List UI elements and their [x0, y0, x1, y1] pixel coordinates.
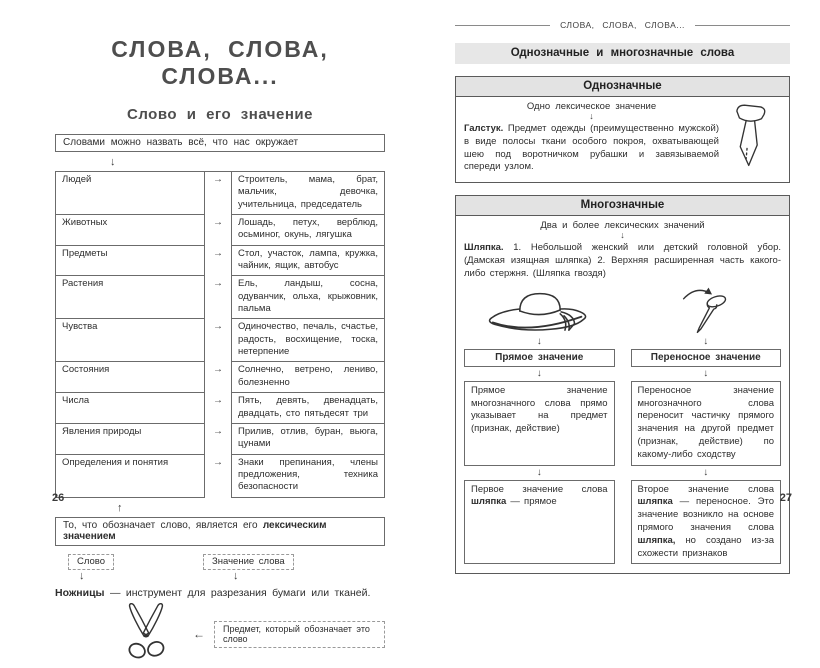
polysemantic-section [455, 195, 790, 574]
conclusion-term: шляпка [637, 496, 673, 508]
table-cell-category: Чувства [55, 319, 205, 362]
page-number: 26 [52, 492, 65, 504]
lexical-meaning-box [55, 517, 385, 546]
rule-line [695, 25, 790, 26]
table-cell-category: Состояния [55, 362, 205, 393]
right-arrow-icon: → [213, 247, 223, 259]
example-definition: — инструмент для разрезания бумаги или тканей. [109, 586, 371, 599]
down-arrow-icon: ↓ [79, 569, 85, 582]
table-cell-examples: Одиночество, печаль, счастье, радость, восхищение, тоска, нетерпение [231, 319, 385, 362]
figurative-meaning-description: Переносное значение многозначного слова переносит частичку прямого значения на другой предмет (признак, действие) по какому-либо сходству [631, 381, 782, 466]
table-cell-category: Животных [55, 215, 205, 246]
polysemantic-definition-text: 1. Небольшой женский или детский головной убор. (Дамская изящная шляпка) 2. Верхняя расширенная часть какого-либо стержня. (Шляпка гвоздя) [464, 242, 781, 279]
example-sentence [55, 587, 385, 599]
example-word: Ножницы [55, 586, 105, 599]
page-right [410, 0, 820, 559]
conclusion-text: Первое значение слова [471, 483, 608, 495]
down-arrow-icon: ↓ [703, 335, 709, 347]
right-arrow-icon: → [213, 278, 223, 290]
down-arrow-icon: ↓ [703, 367, 709, 379]
down-arrow-icon: ↓ [703, 466, 709, 478]
tag-arrows [55, 571, 385, 583]
table-cell-category: Числа [55, 393, 205, 424]
down-arrow-icon: ↓ [536, 335, 542, 347]
monosemantic-definition-text: Предмет одежды (преимущественно мужской) в виде полосы ткани особого покроя, охватывающей шею под воротничком рубашки и завязываемой спереди узлом. [464, 123, 719, 173]
word-tag: Слово [68, 554, 114, 570]
monosemantic-header: Однозначные [456, 77, 789, 97]
lexical-meaning-term: лексическим значением [63, 519, 327, 542]
intro-box: Словами можно назвать всё, что нас окружает [55, 134, 385, 152]
table-cell-examples: Лошадь, петух, верблюд, осьминог, окунь, лягушка [231, 215, 385, 246]
monosemantic-term: Галстук. [464, 123, 504, 134]
monosemantic-definition [464, 123, 719, 174]
polysemantic-definition [464, 242, 781, 280]
conclusion-term: шляпка, [637, 534, 676, 546]
running-head-text: СЛОВА, СЛОВА, СЛОВА... [560, 20, 685, 30]
up-arrow-icon: ↑ [117, 501, 123, 514]
right-arrow-icon: → [213, 364, 223, 376]
monosemantic-text [464, 97, 719, 174]
table-cell-examples: Пять, девять, двенадцать, двадцать, сто пятьдесят три [231, 393, 385, 424]
polysemantic-header: Многозначные [456, 196, 789, 216]
page-left [0, 0, 410, 644]
conclusion-text: но создано из-за схожести признаков [637, 534, 774, 559]
page-subtitle: Слово и его значение [127, 106, 313, 123]
right-arrow-icon: → [213, 425, 223, 437]
direct-meaning-description: Прямое значение многозначного слова прямо указывает на предмет (признак, действие) [464, 381, 615, 466]
object-tag: Предмет, который обозначает это слово [214, 621, 385, 648]
table-cell-category: Определения и понятия [55, 455, 205, 498]
monosemantic-note: Одно лексическое значение [526, 101, 657, 112]
direct-meaning-label: Прямое значение [464, 349, 615, 367]
monosemantic-section [455, 76, 790, 183]
table-cell-examples: Ель, ландыш, сосна, одуванчик, ольха, крыжовник, пальма [231, 276, 385, 319]
polysemantic-note: Два и более лексических значений [540, 220, 705, 232]
monosemantic-content [456, 97, 789, 182]
direct-meaning-conclusion [464, 480, 615, 565]
table-cell-examples: Солнечно, ветрено, лениво, болезненно [231, 362, 385, 393]
right-arrow-icon: → [213, 321, 223, 333]
conclusion-text: — переносное. Это значение возникло на основе прямого значения слова [637, 496, 774, 533]
table-cell-examples: Стол, участок, лампа, кружка, чайник, ящик, автобус [231, 246, 385, 277]
down-arrow-icon: ↓ [620, 230, 625, 241]
conclusion-term: шляпка [471, 496, 507, 508]
scissors-row [55, 601, 385, 668]
rule-line [455, 25, 550, 26]
figurative-meaning-label: Переносное значение [631, 349, 782, 367]
meanings-grid [464, 283, 781, 565]
word-meaning-tags [55, 554, 385, 570]
down-arrow-icon: ↓ [233, 569, 239, 582]
table-cell-examples: Знаки препинания, члены предложения, техника безопасности [231, 455, 385, 498]
right-arrow-icon: → [213, 395, 223, 407]
lexical-meaning-text: То, что обозначает слово, является его [63, 519, 258, 531]
scissors-illustration [119, 601, 173, 668]
down-arrow-icon: ↓ [589, 111, 594, 121]
right-arrow-icon: → [213, 456, 223, 468]
right-arrow-icon: → [213, 217, 223, 229]
figurative-meaning-conclusion [631, 480, 782, 565]
conclusion-text: — прямое [510, 496, 557, 508]
running-head [455, 20, 790, 30]
categories-table [55, 171, 385, 498]
table-cell-examples: Строитель, мама, брат, мальчик, девочка, учительница, председатель [231, 171, 385, 215]
left-arrow-icon: ← [193, 627, 205, 642]
meaning-tag: Значение слова [203, 554, 294, 570]
table-cell-category: Людей [55, 171, 205, 215]
right-arrow-icon: → [205, 171, 231, 215]
conclusion-text: Второе значение слова [637, 483, 774, 495]
down-arrow-icon: ↓ [110, 156, 116, 168]
table-cell-examples: Прилив, отлив, буран, вьюга, цунами [231, 424, 385, 455]
nail-illustration [631, 283, 782, 335]
polysemantic-term: Шляпка. [464, 242, 504, 254]
necktie-illustration [719, 97, 781, 174]
table-cell-category: Явления природы [55, 424, 205, 455]
down-arrow-icon: ↓ [536, 466, 542, 478]
page-number: 27 [779, 492, 792, 504]
table-cell-category: Предметы [55, 246, 205, 277]
hat-illustration [464, 283, 615, 335]
polysemantic-content [456, 220, 789, 573]
page-title: СЛОВА, СЛОВА, СЛОВА... [111, 36, 329, 89]
down-arrow-icon: ↓ [536, 367, 542, 379]
section-banner: Однозначные и многозначные слова [455, 43, 790, 64]
table-cell-category: Растения [55, 276, 205, 319]
